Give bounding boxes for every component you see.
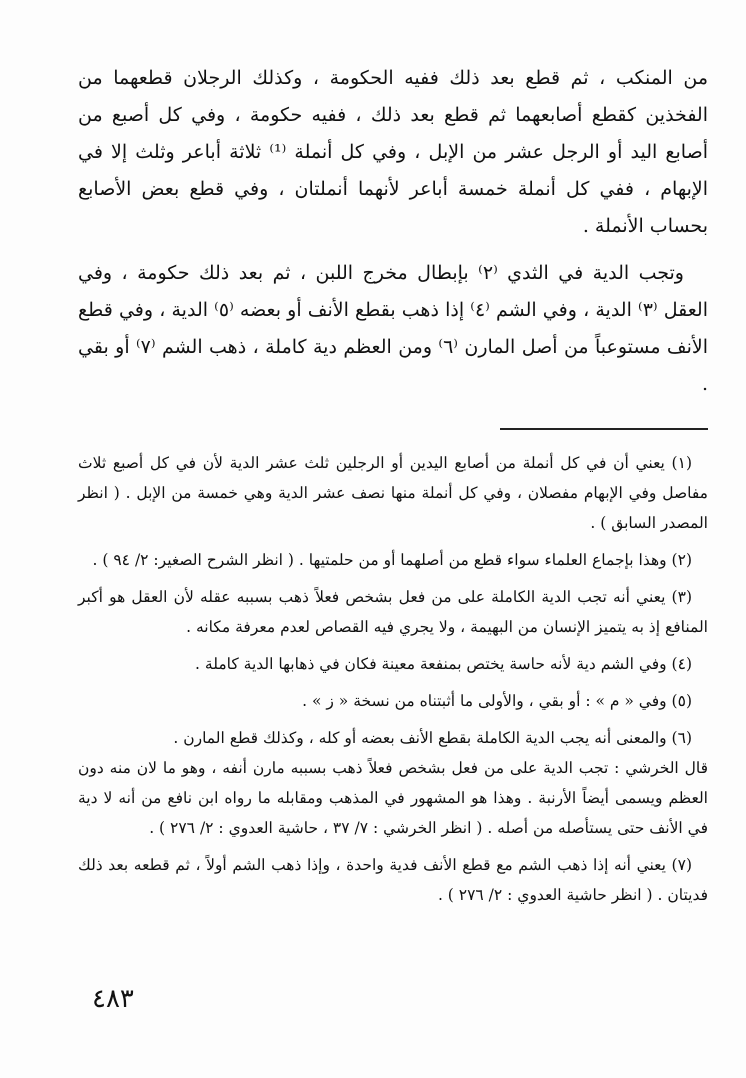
main-paragraph-1: من المنكب ، ثم قطع بعد ذلك ففيه الحكومة ، وكذلك الرجلان قطعهما من الفخذين كقطع أصابعهما ثم قطع بعد ذلك ، ففيه حكومة ، وفي كل أصبع من أصابع اليد أو الرجل عشر من الإبل ، وفي كل أنملة ⁽¹⁾ ثلاثة أباعر وثلث إلا في الإبهام ، ففي كل أنملة خمسة أباعر لأنهما أنملتان ، وفي قطع بعض الأصابع بحساب الأنملة . [78,67,708,237]
footnote-1: (١) يعني أن في كل أنملة من أصابع اليدين أو الرجلين ثلث عشر الدية لأن في كل أصبع ثلاث مفاصل وفي الإبهام مفصلان ، وفي كل أنملة منها نصف عشر الدية وهي خمسة من الإبل . ( انظر المصدر السابق ) . [78,454,708,532]
footnote-separator [500,428,708,430]
footnotes [78,448,708,910]
footnote-7: (٧) يعني أنه إذا ذهب الشم مع قطع الأنف فدية واحدة ، وإذا ذهب الشم أولاً ، ثم قطعه بعد ذلك فديتان . ( انظر حاشية العدوي : ٢/ ٢٧٦ ) . [78,856,708,904]
footnote-6: (٦) والمعنى أنه يجب الدية الكاملة بقطع الأنف بعضه أو كله ، وكذلك قطع المارن . [173,729,692,747]
footnote-6-continuation: قال الخرشي : تجب الدية على من فعل بشخص فعلاً ذهب بسببه مارن أنفه ، وهو ما لان منه دون العظم ويسمى أيضاً الأرنبة . وهذا هو المشهور في المذهب ومقابله ما رواه ابن نافع من أنه لا دية في الأنف حتى يستأصله من أصله . ( انظر الخرشي : ٧/ ٣٧ ، حاشية العدوي : ٢/ ٢٧٦ ) . [78,759,708,837]
footnote-5: (٥) وفي « م » : أو بقي ، والأولى ما أثبتناه من نسخة « ز » . [302,692,692,710]
page-content [78,60,708,917]
page-number: ٤٨٣ [92,984,134,1014]
main-text [78,60,708,403]
main-paragraph-2: وتجب الدية في الثدي ⁽٢⁾ بإبطال مخرج اللبن ، ثم بعد ذلك حكومة ، وفي العقل ⁽٣⁾ الدية ، وفي الشم ⁽٤⁾ إذا ذهب بقطع الأنف أو بعضه ⁽٥⁾ الدية ، وفي قطع الأنف مستوعباً من أصل المارن ⁽٦⁾ ومن العظم دية كاملة ، ذهب الشم ⁽٧⁾ أو بقي . [78,262,708,395]
footnote-3: (٣) يعني أنه تجب الدية الكاملة على من فعل بشخص فعلاً ذهب بسببه عقله لأن العقل هو أكبر المنافع إذ به يتميز الإنسان من البهيمة ، ولا يجري فيه القصاص لعدم معرفة مكانه . [78,588,708,636]
footnote-2: (٢) وهذا بإجماع العلماء سواء قطع من أصلهما أو من حلمتيها . ( انظر الشرح الصغير: ٢/ ٩٤ ) . [92,551,692,569]
footnote-4: (٤) وفي الشم دية لأنه حاسة يختص بمنفعة معينة فكان في ذهابها الدية كاملة . [195,655,692,673]
